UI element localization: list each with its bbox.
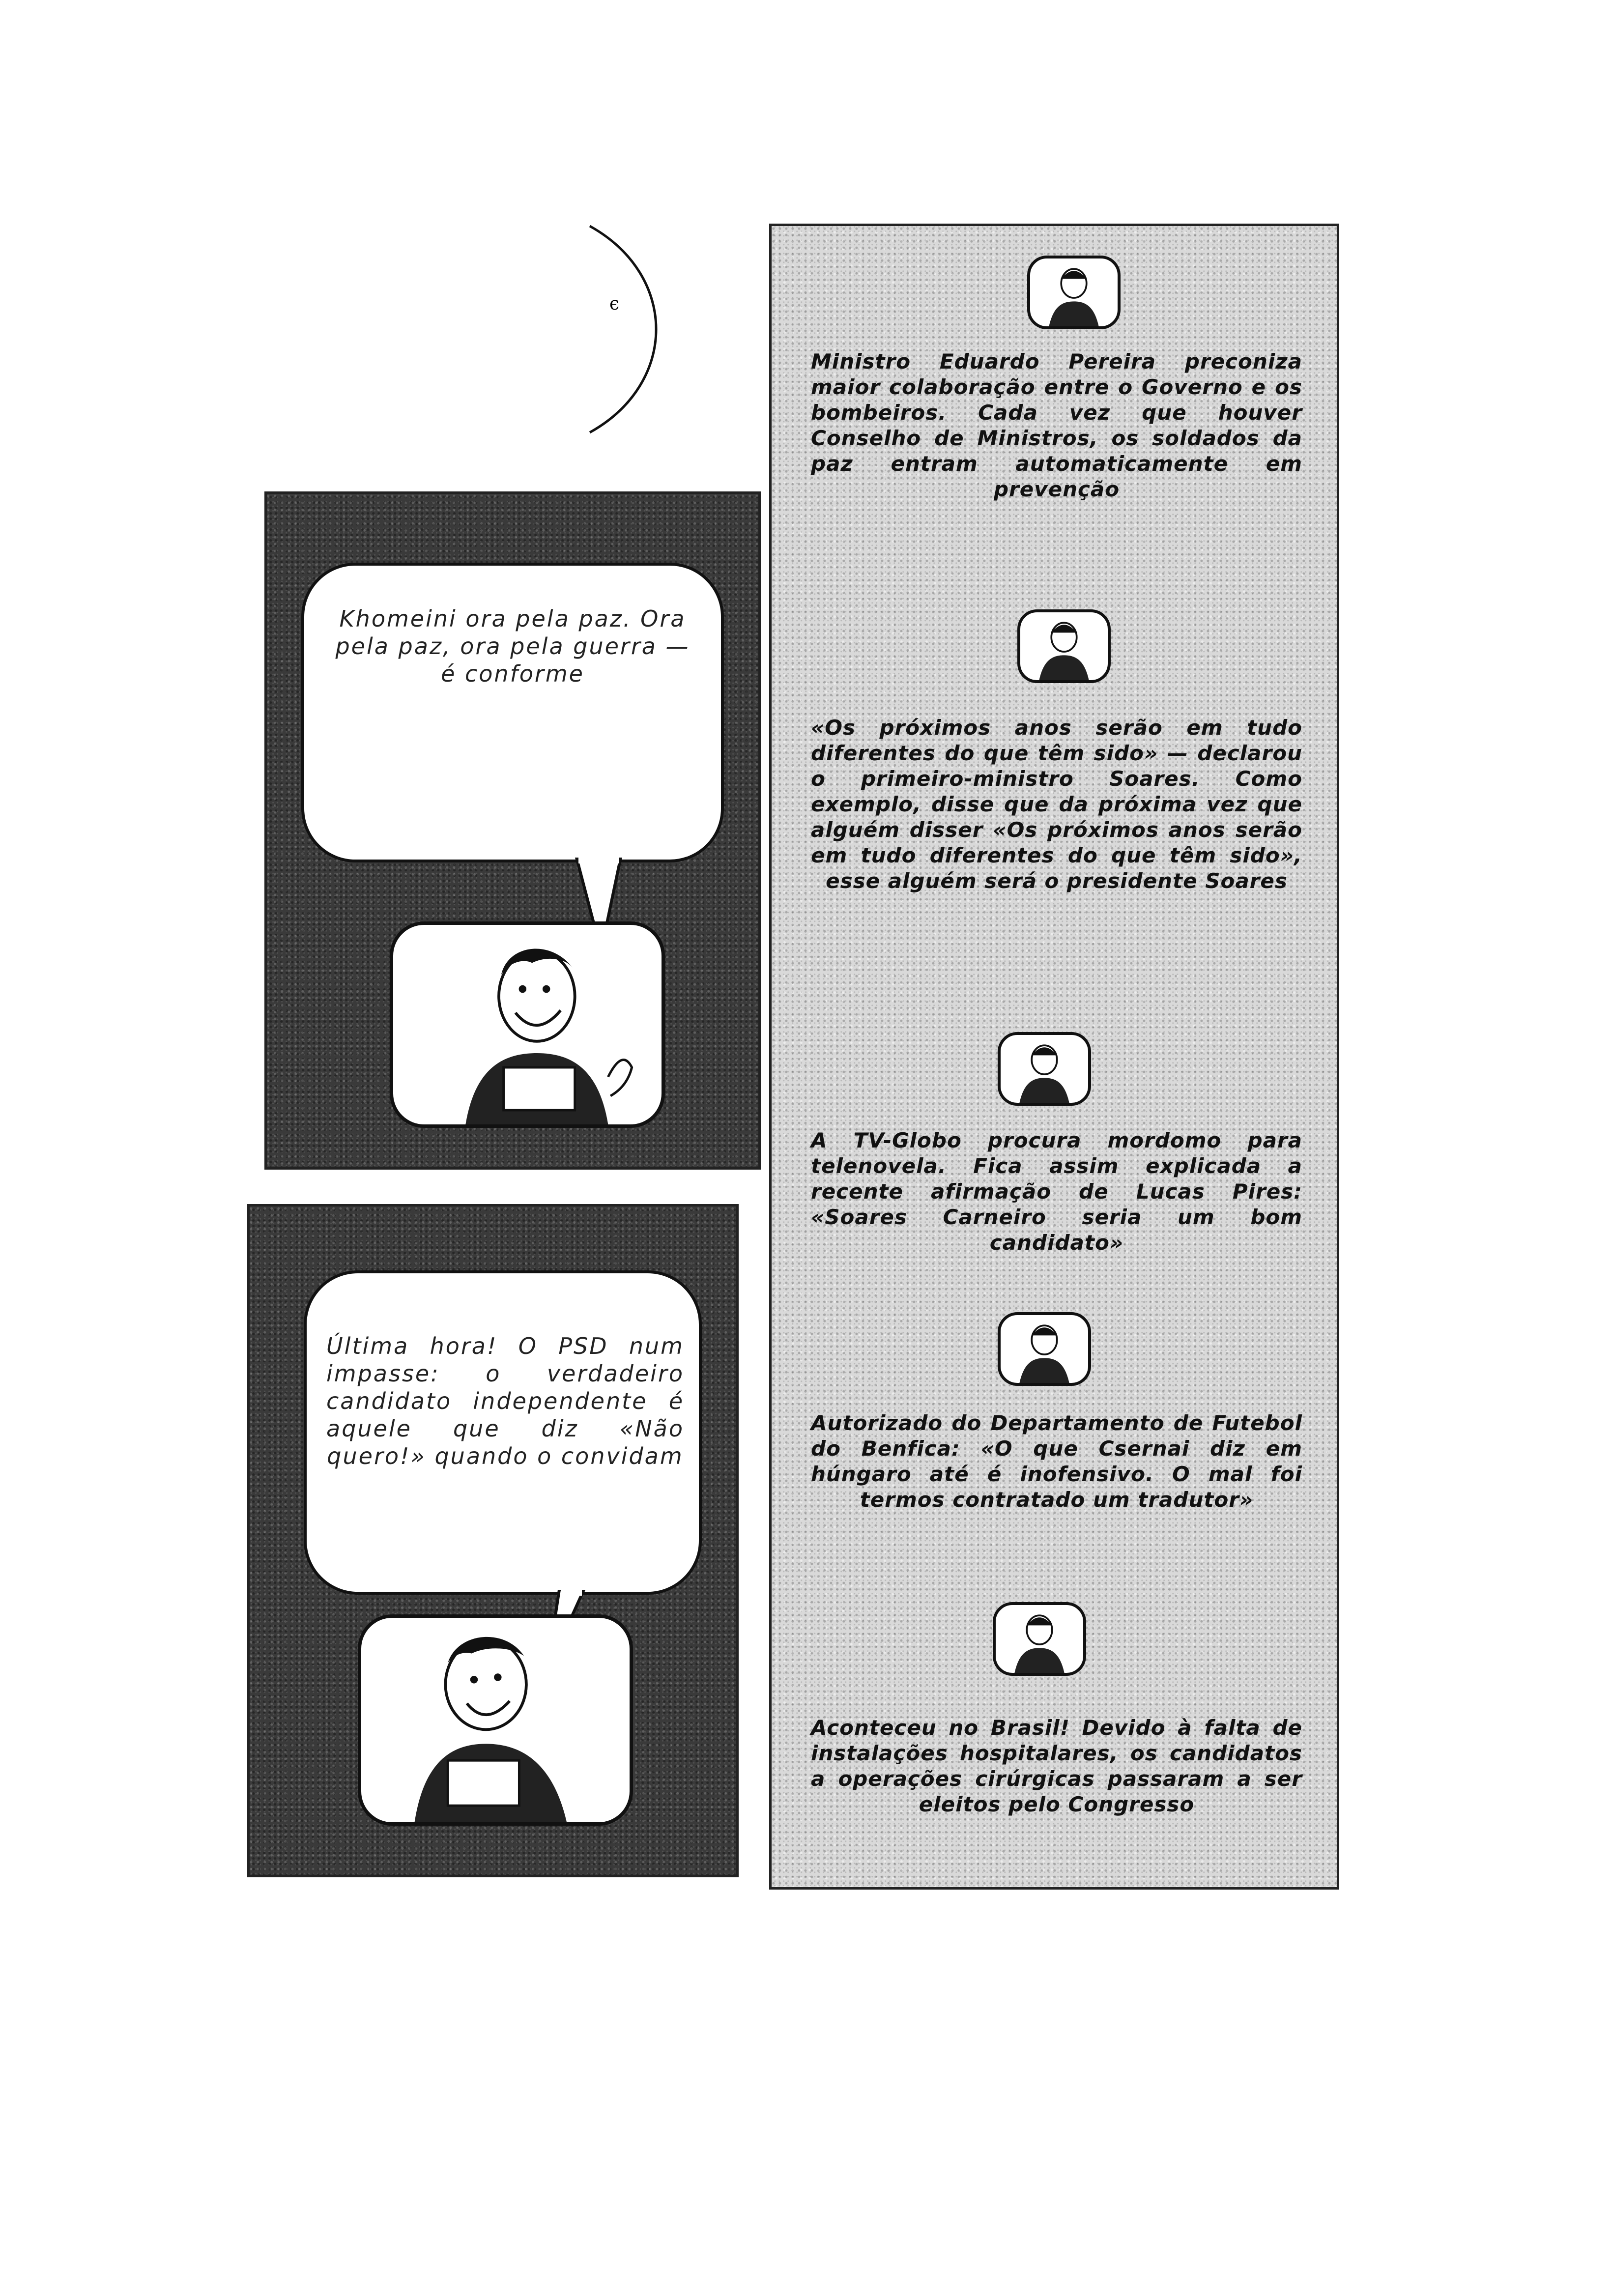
mini-presenter-icon-1 [1030,258,1118,326]
mini-presenter-icon-2 [1020,612,1108,680]
cartoon-panel-1 [264,491,761,1170]
news-text-3: A TV-Globo procura mordomo para telenovela. Fica assim explicada a recente afirmação de Lucas Pires: «Soares Carneiro seria um bom candidato» [811,1128,1302,1255]
news-text-4: Autorizado do Departamento de Futebol do Benfica: «O que Csernai diz em húngaro até é inofensivo. O mal foi termos contratado um tradutor» [811,1411,1302,1512]
mini-presenter-icon-3 [1001,1035,1088,1103]
presenter-illustration-2 [361,1618,630,1822]
cartoon-panel-2 [247,1204,739,1877]
tv-screen-presenter-2 [358,1614,633,1826]
speech-text-1: Khomeini ora pela paz. Ora pela paz, ora pela guerra — é conforme [335,605,690,687]
news-text-5: Aconteceu no Brasil! Devido à falta de instalações hospitalares, os candidatos a operações cirúrgicas passaram a ser eleitos pelo Congresso [811,1716,1302,1816]
page-mark-glyph: ϵ [609,294,620,314]
speech-bubble-2 [304,1270,702,1595]
news-text-1: Ministro Eduardo Pereira preconiza maior colaboração entre o Governo e os bombeiros. Cada vez que houver Conselho de Ministros, os soldados da paz entram automaticamente em prevenção [811,349,1302,501]
news-text-2: «Os próximos anos serão em tudo diferentes do que têm sido» — declarou o primeiro-ministro Soares. Como exemplo, disse que da próxima vez que alguém disser «Os próximos anos serão em tudo diferentes do que têm sido», esse alguém será o presidente Soares [811,716,1302,893]
speech-bubble-1 [301,563,724,862]
mini-tv-5 [993,1602,1086,1676]
page-corner-mark [580,216,678,442]
speech-text-2: Última hora! O PSD num impasse: o verdadeiro candidato independente é aquele que diz «Não quero!» quando o convidam [326,1333,684,1469]
mini-presenter-icon-4 [1001,1315,1088,1383]
mini-tv-2 [1017,609,1111,683]
mini-tv-4 [998,1312,1091,1386]
mini-presenter-icon-5 [996,1605,1083,1673]
news-column [769,224,1339,1890]
tv-screen-presenter-1 [390,921,665,1128]
mini-tv-3 [998,1032,1091,1106]
presenter-illustration-1 [393,925,662,1124]
mini-tv-1 [1027,256,1121,329]
